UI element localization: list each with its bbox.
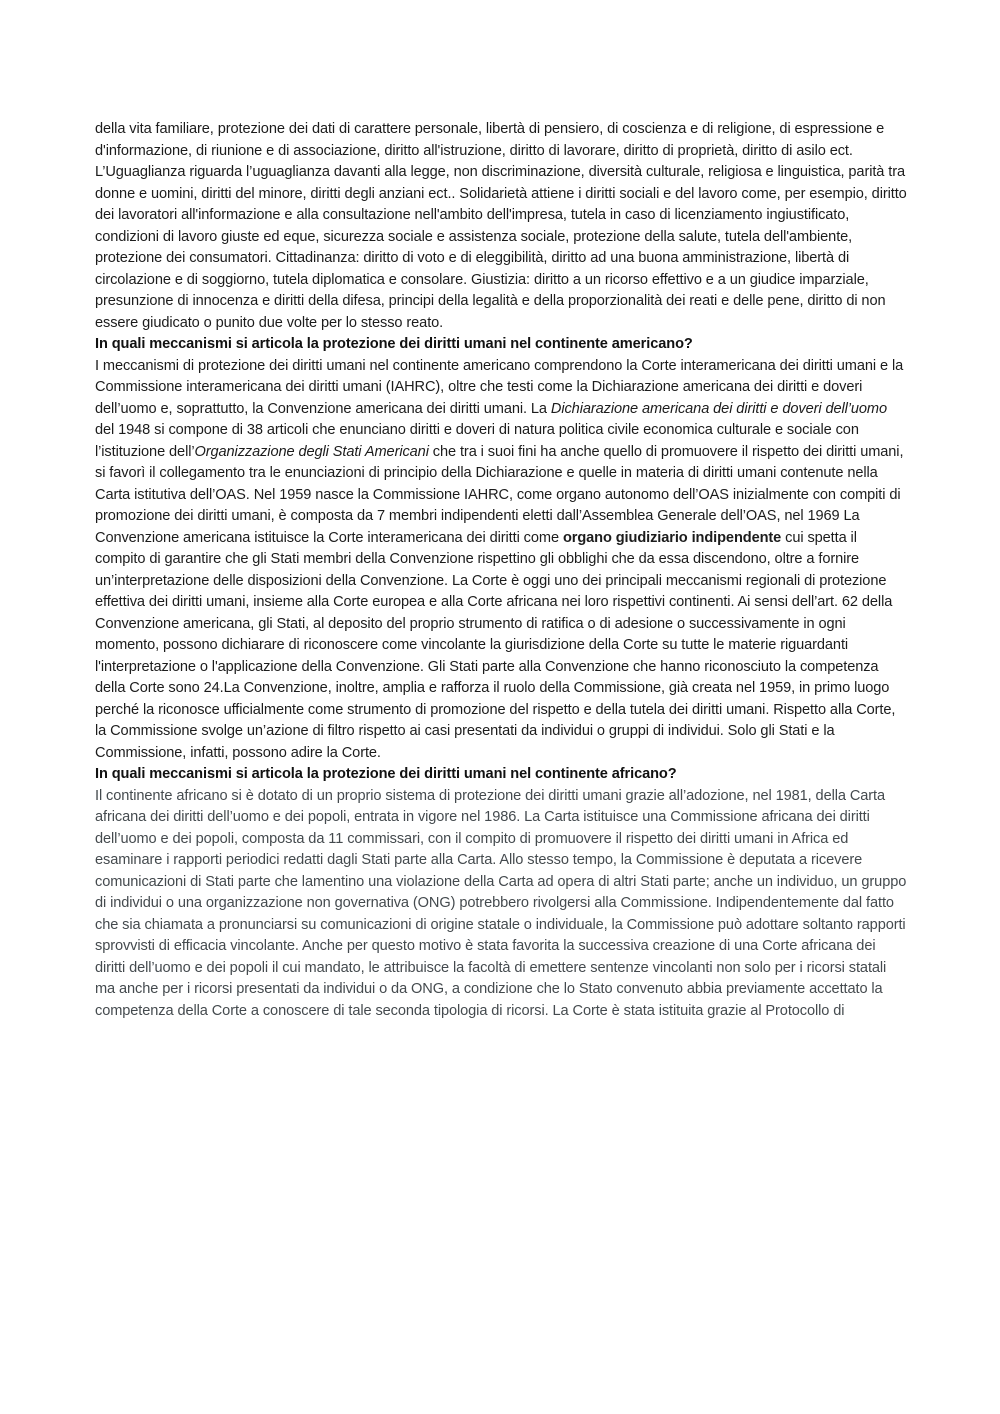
document-page [95,119,907,1022]
text-segment: I meccanismi di protezione dei diritti umani nel continente americano comprendono la Corte interamericana dei diritti umani e la Commissione interamericana dei diritti umani (IAHRC), oltre che testi come la Dichiarazione americana dei diritti e doveri dell’uomo e, soprattutto, la Convenzione americana dei diritti umani. La [95,357,904,417]
paragraph-american-mechanisms [95,356,907,765]
question-american-continent: In quali meccanismi si articola la protezione dei diritti umani nel continente americano? [95,336,693,352]
bold-independent-organ: organo giudiziario indipendente [562,529,782,546]
italic-oas-name: Organizzazione degli Stati Americani [194,443,429,460]
text-segment: cui spetta il compito di garantire che gli Stati membri della Convenzione rispettino gli obblighi che da essa discendono, oltre a fornire un’interpretazione delle disposizioni della Convenzione. La Corte è oggi uno dei principali meccanismi regionali di protezione effettiva dei diritti umani, insieme alla Corte europea e alla Corte africana nei loro rispettivi continenti. Ai sensi dell’art. 62 della Convenzione americana, gli Stati, al deposito del proprio strumento di ratifica o di adesione o successivamente in ogni momento, possono dichiarare di riconoscere come vincolante la giurisdizione della Corte su tutte le materie riguardanti l'interpretazione o l'applicazione della Convenzione. Gli Stati parte alla Convenzione che hanno riconosciuto la competenza della Corte sono 24.La Convenzione, inoltre, amplia e rafforza il ruolo della Commissione, già creata nel 1959, in primo luogo perché la riconosce ufficialmente come strumento di promozione del rispetto e della tutela dei diritti umani. Rispetto alla Corte, la Commissione svolge un’azione di filtro rispetto ai casi presentati da individui o gruppi di individui. Solo gli Stati e la Commissione, infatti, possono adire la Corte. [95,529,896,761]
text-segment: che tra i suoi fini ha anche quello di promuovere il rispetto dei diritti umani, si favorì il collegamento tra le enunciazioni di principio della Dichiarazione e quelle in materia di diritti umani contenute nella Carta istitutiva dell’OAS. Nel 1959 nasce la Commissione IAHRC, come organo autonomo dell’OAS inizialmente con compiti di promozione dei diritti umani, è composta da 7 membri indipendenti eletti dall’Assemblea Generale dell’OAS, nel 1969 La Convenzione americana istituisce la Corte interamericana dei diritti come [95,443,904,546]
paragraph-rights-list: della vita familiare, protezione dei dati di carattere personale, libertà di pensiero, di coscienza e di religione, di espressione e d'informazione, di riunione e di associazione, diritto all'istruzione, diritto di lavorare, diritto di proprietà, diritto di asilo ect. L’Uguaglianza riguarda l’uguaglianza davanti alla legge, non discriminazione, diversità culturale, religiosa e linguistica, parità tra donne e uomini, diritti del minore, diritti degli anziani ect.. Solidarietà attiene i diritti sociali e del lavoro come, per esempio, diritto dei lavoratori all'informazione e alla consultazione nell'ambito dell'impresa, tutela in caso di licenziamento ingiustificato, condizioni di lavoro giuste ed eque, sicurezza sociale e assistenza sociale, protezione della salute, tutela dell'ambiente, protezione dei consumatori. Cittadinanza: diritto di voto e di eleggibilità, diritto ad una buona amministrazione, libertà di circolazione e di soggiorno, tutela diplomatica e consolare. Giustizia: diritto a un ricorso effettivo e a un giudice imparziale, presunzione di innocenza e diritti della difesa, principi della legalità e della proporzionalità dei reati e delle pene, diritto di non essere giudicato o punito due volte per lo stesso reato. [95,121,907,331]
text-segment: del 1948 si compone di 38 articoli che enunciano diritti e doveri di natura politica civile economica culturale e sociale con l’istituzione dell’ [95,422,859,460]
paragraph-african-mechanisms: Il continente africano si è dotato di un proprio sistema di protezione dei diritti umani grazie all’adozione, nel 1981, della Carta africana dei diritti dell’uomo e dei popoli, entrata in vigore nel 1986. La Carta istituisce una Commissione africana dei diritti dell’uomo e dei popoli, composta da 11 commissari, con il compito di promuovere il rispetto dei diritti umani in Africa ed esaminare i rapporti periodici redatti dagli Stati parte alla Carta. Allo stesso tempo, la Commissione è deputata a ricevere comunicazioni di Stati parte che lamentino una violazione della Carta ad opera di altri Stati parte; anche un individuo, un gruppo di individui o una organizzazione non governativa (ONG) potrebbero rivolgersi alla Commissione. Indipendentemente dal fatto che sia chiamata a pronunciarsi su comunicazioni di origine statale o individuale, la Commissione può adottare soltanto rapporti sprovvisti di efficacia vincolante. Anche per questo motivo è stata favorita la successiva creazione di una Corte africana dei diritti dell’uomo e dei popoli il cui mandato, le attribuisce la facoltà di emettere sentenze vincolanti non solo per i ricorsi statali ma anche per i ricorsi presentati da individui o da ONG, a condizione che lo Stato convenuto abbia previamente accettato la competenza della Corte a conoscere di tale seconda tipologia di ricorsi. La Corte è stata istituita grazie al Protocollo di [95,787,907,1019]
question-african-continent: In quali meccanismi si articola la protezione dei diritti umani nel continente africano? [95,766,677,782]
italic-declaration-title: Dichiarazione americana dei diritti e doveri dell’uomo [550,400,888,417]
